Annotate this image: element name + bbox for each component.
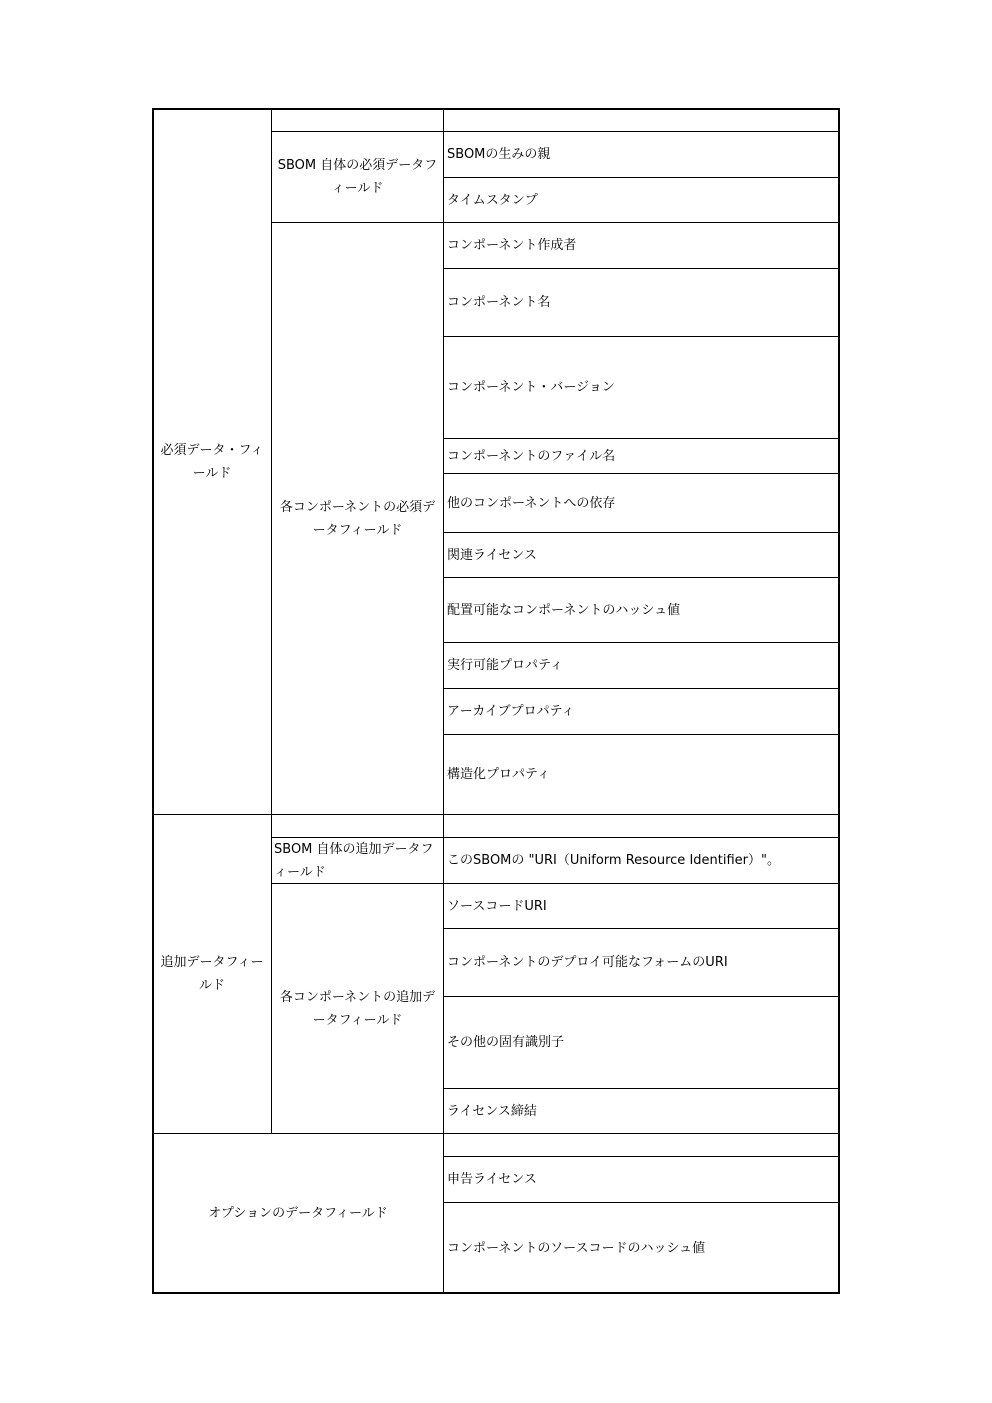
subcategory-component-additional: 各コンポーネントの追加データフィールド xyxy=(271,883,444,1134)
field-source-hash: コンポーネントのソースコードのハッシュ値 xyxy=(443,1202,839,1294)
category-optional: オプションのデータフィールド xyxy=(152,1133,444,1294)
field-executable-property: 実行可能プロパティ xyxy=(443,642,839,689)
field-blank-2 xyxy=(443,814,839,838)
field-component-name: コンポーネント名 xyxy=(443,268,839,337)
field-license-agreement: ライセンス締結 xyxy=(443,1088,839,1134)
category-additional: 追加データフィールド xyxy=(152,814,272,1134)
subcategory-sbom-required: SBOM 自体の必須データフィールド xyxy=(271,131,444,223)
field-sbom-uri: このSBOMの "URI（Uniform Resource Identifier）"。 xyxy=(443,837,839,884)
subcategory-component-required: 各コンポーネントの必須データフィールド xyxy=(271,222,444,815)
field-blank-1 xyxy=(443,108,839,132)
field-timestamp: タイムスタンプ xyxy=(443,177,839,223)
category-required: 必須データ・フィールド xyxy=(152,108,272,815)
field-deployable-hash: 配置可能なコンポーネントのハッシュ値 xyxy=(443,577,839,643)
field-blank-3 xyxy=(443,1133,839,1157)
field-sbom-author: SBOMの生みの親 xyxy=(443,131,839,178)
sbom-field-table xyxy=(152,108,839,1294)
field-deployable-uri: コンポーネントのデプロイ可能なフォームのURI xyxy=(443,928,839,997)
field-declared-license: 申告ライセンス xyxy=(443,1156,839,1203)
field-license: 関連ライセンス xyxy=(443,532,839,578)
field-archive-property: アーカイブプロパティ xyxy=(443,688,839,735)
field-source-uri: ソースコードURI xyxy=(443,883,839,929)
subcategory-blank-1 xyxy=(271,108,444,132)
field-component-creator: コンポーネント作成者 xyxy=(443,222,839,269)
field-structured-property: 構造化プロパティ xyxy=(443,734,839,815)
field-dependencies: 他のコンポーネントへの依存 xyxy=(443,473,839,533)
field-other-ids: その他の固有識別子 xyxy=(443,996,839,1089)
subcategory-blank-2 xyxy=(271,814,444,838)
field-component-version: コンポーネント・バージョン xyxy=(443,336,839,439)
subcategory-sbom-additional: SBOM 自体の追加データフィールド xyxy=(271,837,444,884)
field-component-filename: コンポーネントのファイル名 xyxy=(443,438,839,474)
